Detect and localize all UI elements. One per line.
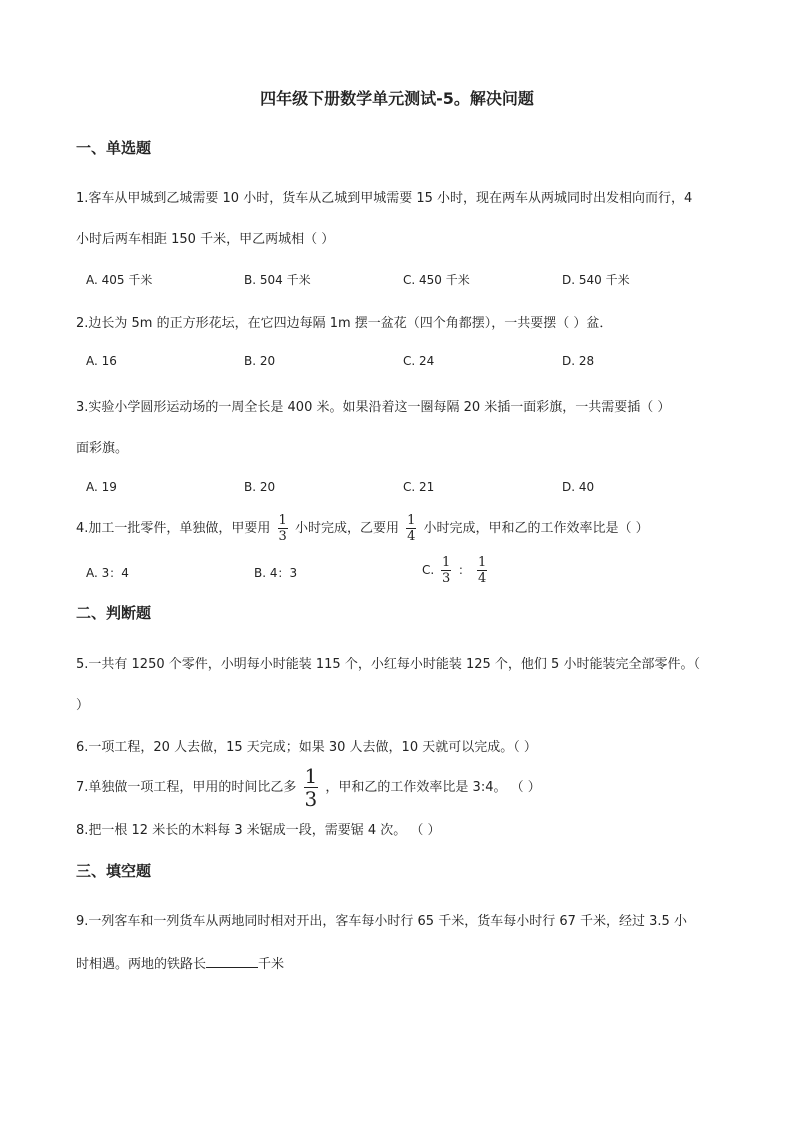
fraction-one-fourth: $\frac{1}{4}$ [407,513,416,544]
question-4-line-1 [76,514,649,543]
question-1-option-a[interactable]: A. 405 千米 [86,273,153,287]
question-7-text-part-1: 7.单独做一项工程，甲用的时间比乙多 [76,780,297,795]
question-9-line-2 [76,953,284,972]
fraction-one-third: $\frac{1}{3}$ [278,513,287,544]
page-title: 四年级下册数学单元测试-5。解决问题 [260,89,534,108]
question-5-line-1: 5.一共有 1250 个零件，小明每小时能装 115 个，小红每小时能装 125 个，他们 5 小时能装完全部零件。（ [76,657,700,672]
question-1-option-b[interactable]: B. 504 千米 [244,273,311,287]
option-c-ratio-separator: ： [458,563,471,577]
question-4-option-b[interactable]: B. 4：3 [254,566,298,580]
question-3-line-1: 3.实验小学圆形运动场的一周全长是 400 米。如果沿着这一圈每隔 20 米插一面彩旗，一共需要插（ ） [76,400,671,415]
question-6-line-1: 6.一项工程，20 人去做，15 天完成；如果 30 人去做，10 天就可以完成。（ ） [76,740,537,755]
question-8-line-1: 8.把一根 12 米长的木料每 3 米锯成一段，需要锯 4 次。 （ ） [76,823,441,838]
question-2-option-c[interactable]: C. 24 [403,354,435,368]
question-4-text-part-2: 小时完成，乙要用 [294,521,399,536]
fraction-one-third: $\frac{1}{3}$ [304,764,318,811]
question-2-option-a[interactable]: A. 16 [86,354,117,368]
question-2-option-d[interactable]: D. 28 [562,354,595,368]
answer-blank[interactable] [206,955,258,968]
question-3-option-b[interactable]: B. 20 [244,480,276,494]
question-4-text-part-3: 小时完成，甲和乙的工作效率比是（ ） [423,521,649,536]
question-3-option-a[interactable]: A. 19 [86,480,117,494]
section-heading-single-choice: 一、单选题 [76,139,152,157]
question-4-option-a[interactable]: A. 3：4 [86,566,129,580]
question-1-line-1: 1.客车从甲城到乙城需要 10 小时，货车从乙城到甲城需要 15 小时，现在两车从两城同时出发相向而行，4 [76,191,693,206]
option-c-prefix: C. [422,563,435,577]
question-7-line-1 [76,766,541,809]
question-4-text-part-1: 4.加工一批零件，单独做，甲要用 [76,521,271,536]
question-5-line-2: ） [76,698,90,713]
section-heading-true-false: 二、判断题 [76,604,152,622]
question-4-option-c[interactable] [422,556,490,585]
question-1-option-c[interactable]: C. 450 千米 [403,273,470,287]
question-3-option-c[interactable]: C. 21 [403,480,435,494]
option-c-fraction-one-fourth: $\frac{1}{4}$ [477,555,487,586]
question-9-text-part-1: 时相遇。两地的铁路长 [76,957,207,972]
question-9-text-part-2: 千米 [258,957,285,972]
section-heading-fill-in: 三、填空题 [76,862,152,880]
question-3-line-2: 面彩旗。 [76,441,129,456]
question-7-text-part-2: ，甲和乙的工作效率比是 3:4。 （ ） [325,780,541,795]
question-2-option-b[interactable]: B. 20 [244,354,276,368]
question-1-line-2: 小时后两车相距 150 千米，甲乙两城相（ ） [76,232,335,247]
option-c-fraction-one-third: $\frac{1}{3}$ [442,555,451,586]
question-2-line-1: 2.边长为 5m 的正方形花坛，在它四边每隔 1m 摆一盆花（四个角都摆），一共要摆（ ）盆． [76,316,613,331]
question-3-option-d[interactable]: D. 40 [562,480,595,494]
question-9-line-1: 9.一列客车和一列货车从两地同时相对开出，客车每小时行 65 千米，货车每小时行 67 千米，经过 3.5 小 [76,914,687,929]
question-1-option-d[interactable]: D. 540 千米 [562,273,630,287]
